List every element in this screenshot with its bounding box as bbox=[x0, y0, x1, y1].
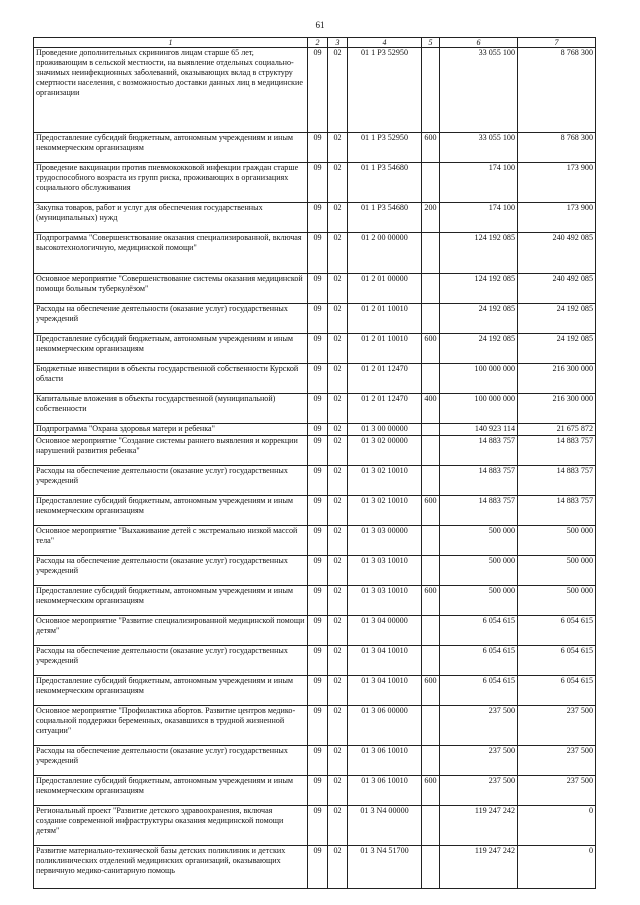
cell-amount-1: 33 055 100 bbox=[440, 48, 518, 133]
table-row bbox=[34, 846, 596, 889]
table-row bbox=[34, 496, 596, 526]
cell-amount-2: 6 054 615 bbox=[518, 646, 596, 676]
cell-target-code: 01 3 03 10010 bbox=[348, 586, 422, 616]
cell-amount-1: 24 192 085 bbox=[440, 334, 518, 364]
cell-amount-1: 237 500 bbox=[440, 706, 518, 746]
table-row bbox=[34, 526, 596, 556]
table-header-row bbox=[34, 38, 596, 48]
cell-name: Расходы на обеспечение деятельности (оказание услуг) государственных учреждений bbox=[34, 556, 308, 586]
table-row bbox=[34, 203, 596, 233]
table-row bbox=[34, 646, 596, 676]
cell-expense-type bbox=[422, 48, 440, 133]
cell-section: 09 bbox=[308, 233, 328, 274]
cell-target-code: 01 3 04 10010 bbox=[348, 676, 422, 706]
cell-amount-2: 21 675 872 bbox=[518, 424, 596, 436]
cell-target-code: 01 2 01 00000 bbox=[348, 274, 422, 304]
cell-amount-1: 140 923 114 bbox=[440, 424, 518, 436]
cell-expense-type: 600 bbox=[422, 133, 440, 163]
cell-section: 09 bbox=[308, 676, 328, 706]
header-col-4: 4 bbox=[348, 38, 422, 48]
table-row bbox=[34, 746, 596, 776]
cell-amount-1: 14 883 757 bbox=[440, 436, 518, 466]
cell-target-code: 01 1 Р3 54680 bbox=[348, 203, 422, 233]
cell-amount-2: 237 500 bbox=[518, 746, 596, 776]
cell-amount-2: 8 768 300 bbox=[518, 48, 596, 133]
cell-amount-1: 119 247 242 bbox=[440, 806, 518, 846]
cell-expense-type bbox=[422, 233, 440, 274]
cell-expense-type bbox=[422, 556, 440, 586]
cell-name: Бюджетные инвестиции в объекты государственной собственности Курской области bbox=[34, 364, 308, 394]
cell-expense-type bbox=[422, 706, 440, 746]
cell-subsection: 02 bbox=[328, 746, 348, 776]
cell-amount-1: 237 500 bbox=[440, 776, 518, 806]
cell-expense-type bbox=[422, 846, 440, 889]
cell-subsection: 02 bbox=[328, 846, 348, 889]
cell-expense-type bbox=[422, 163, 440, 203]
cell-amount-2: 237 500 bbox=[518, 706, 596, 746]
table-row bbox=[34, 806, 596, 846]
budget-table bbox=[33, 37, 596, 889]
table-row bbox=[34, 436, 596, 466]
cell-subsection: 02 bbox=[328, 274, 348, 304]
cell-expense-type bbox=[422, 436, 440, 466]
table-row bbox=[34, 586, 596, 616]
cell-name: Региональный проект "Развитие детского здравоохранения, включая создание современной инфраструктуры оказания медицинской помощи детям" bbox=[34, 806, 308, 846]
cell-amount-2: 14 883 757 bbox=[518, 436, 596, 466]
cell-subsection: 02 bbox=[328, 616, 348, 646]
header-col-7: 7 bbox=[518, 38, 596, 48]
cell-section: 09 bbox=[308, 646, 328, 676]
cell-amount-1: 237 500 bbox=[440, 746, 518, 776]
cell-expense-type bbox=[422, 806, 440, 846]
cell-amount-1: 500 000 bbox=[440, 556, 518, 586]
cell-name: Расходы на обеспечение деятельности (оказание услуг) государственных учреждений bbox=[34, 466, 308, 496]
cell-expense-type bbox=[422, 274, 440, 304]
cell-amount-1: 124 192 085 bbox=[440, 233, 518, 274]
cell-amount-2: 500 000 bbox=[518, 526, 596, 556]
cell-name: Расходы на обеспечение деятельности (оказание услуг) государственных учреждений bbox=[34, 304, 308, 334]
cell-name: Развитие материально-технической базы детских поликлиник и детских поликлинических отделений медицинских организаций, оказывающих первичную медико-санитарную помощь bbox=[34, 846, 308, 889]
header-col-2: 2 bbox=[308, 38, 328, 48]
cell-name: Проведение вакцинации против пневмококковой инфекции граждан старше трудоспособного возраста из групп риска, проживающих в организациях социального обслуживания bbox=[34, 163, 308, 203]
cell-subsection: 02 bbox=[328, 233, 348, 274]
cell-amount-1: 119 247 242 bbox=[440, 846, 518, 889]
cell-name: Закупка товаров, работ и услуг для обеспечения государственных (муниципальных) нужд bbox=[34, 203, 308, 233]
cell-subsection: 02 bbox=[328, 806, 348, 846]
cell-section: 09 bbox=[308, 334, 328, 364]
cell-expense-type bbox=[422, 746, 440, 776]
cell-target-code: 01 3 N4 51700 bbox=[348, 846, 422, 889]
cell-amount-2: 216 300 000 bbox=[518, 364, 596, 394]
cell-amount-2: 500 000 bbox=[518, 586, 596, 616]
cell-section: 09 bbox=[308, 586, 328, 616]
table-row bbox=[34, 676, 596, 706]
cell-amount-1: 100 000 000 bbox=[440, 394, 518, 424]
cell-section: 09 bbox=[308, 466, 328, 496]
cell-subsection: 02 bbox=[328, 646, 348, 676]
cell-amount-1: 6 054 615 bbox=[440, 616, 518, 646]
cell-amount-2: 0 bbox=[518, 806, 596, 846]
table-row bbox=[34, 48, 596, 133]
cell-target-code: 01 3 02 10010 bbox=[348, 466, 422, 496]
cell-expense-type: 400 bbox=[422, 394, 440, 424]
cell-amount-2: 240 492 085 bbox=[518, 274, 596, 304]
cell-target-code: 01 3 04 10010 bbox=[348, 646, 422, 676]
cell-subsection: 02 bbox=[328, 776, 348, 806]
cell-subsection: 02 bbox=[328, 586, 348, 616]
cell-section: 09 bbox=[308, 706, 328, 746]
cell-subsection: 02 bbox=[328, 676, 348, 706]
cell-target-code: 01 2 01 10010 bbox=[348, 304, 422, 334]
cell-name: Основное мероприятие "Профилактика абортов. Развитие центров медико-социальной поддержки беременных, оказавшихся в трудной жизненной ситуации" bbox=[34, 706, 308, 746]
table-row bbox=[34, 233, 596, 274]
cell-section: 09 bbox=[308, 526, 328, 556]
cell-name: Предоставление субсидий бюджетным, автономным учреждениям и иным некоммерческим организациям bbox=[34, 776, 308, 806]
cell-target-code: 01 1 Р3 52950 bbox=[348, 48, 422, 133]
cell-subsection: 02 bbox=[328, 48, 348, 133]
cell-expense-type: 600 bbox=[422, 334, 440, 364]
cell-amount-1: 500 000 bbox=[440, 526, 518, 556]
table-row bbox=[34, 163, 596, 203]
cell-name: Расходы на обеспечение деятельности (оказание услуг) государственных учреждений bbox=[34, 746, 308, 776]
cell-amount-1: 33 055 100 bbox=[440, 133, 518, 163]
cell-expense-type bbox=[422, 646, 440, 676]
cell-amount-2: 216 300 000 bbox=[518, 394, 596, 424]
cell-name: Предоставление субсидий бюджетным, автономным учреждениям и иным некоммерческим организациям bbox=[34, 676, 308, 706]
cell-amount-2: 6 054 615 bbox=[518, 616, 596, 646]
cell-target-code: 01 3 N4 00000 bbox=[348, 806, 422, 846]
cell-target-code: 01 3 04 00000 bbox=[348, 616, 422, 646]
cell-expense-type bbox=[422, 304, 440, 334]
cell-section: 09 bbox=[308, 436, 328, 466]
cell-subsection: 02 bbox=[328, 394, 348, 424]
cell-name: Предоставление субсидий бюджетным, автономным учреждениям и иным некоммерческим организациям bbox=[34, 496, 308, 526]
table-row bbox=[34, 556, 596, 586]
cell-amount-2: 6 054 615 bbox=[518, 676, 596, 706]
table-row bbox=[34, 334, 596, 364]
header-col-3: 3 bbox=[328, 38, 348, 48]
cell-subsection: 02 bbox=[328, 133, 348, 163]
cell-subsection: 02 bbox=[328, 526, 348, 556]
cell-section: 09 bbox=[308, 163, 328, 203]
cell-amount-1: 500 000 bbox=[440, 586, 518, 616]
table-row bbox=[34, 466, 596, 496]
cell-target-code: 01 3 02 00000 bbox=[348, 436, 422, 466]
cell-subsection: 02 bbox=[328, 496, 348, 526]
cell-amount-1: 6 054 615 bbox=[440, 676, 518, 706]
cell-expense-type bbox=[422, 616, 440, 646]
cell-name: Основное мероприятие "Выхаживание детей с экстремально низкой массой тела" bbox=[34, 526, 308, 556]
cell-subsection: 02 bbox=[328, 424, 348, 436]
cell-target-code: 01 2 01 12470 bbox=[348, 364, 422, 394]
cell-name: Основное мероприятие "Совершенствование системы оказания медицинской помощи больным туберкулёзом" bbox=[34, 274, 308, 304]
cell-name: Предоставление субсидий бюджетным, автономным учреждениям и иным некоммерческим организациям bbox=[34, 133, 308, 163]
cell-section: 09 bbox=[308, 424, 328, 436]
cell-name: Капитальные вложения в объекты государственной (муниципальной) собственности bbox=[34, 394, 308, 424]
cell-section: 09 bbox=[308, 364, 328, 394]
cell-amount-1: 100 000 000 bbox=[440, 364, 518, 394]
header-col-6: 6 bbox=[440, 38, 518, 48]
cell-name: Подпрограмма "Совершенствование оказания специализированной, включая высокотехнологичную, медицинской помощи" bbox=[34, 233, 308, 274]
cell-section: 09 bbox=[308, 616, 328, 646]
table-row bbox=[34, 616, 596, 646]
cell-expense-type bbox=[422, 364, 440, 394]
cell-section: 09 bbox=[308, 48, 328, 133]
cell-subsection: 02 bbox=[328, 163, 348, 203]
cell-section: 09 bbox=[308, 556, 328, 586]
cell-subsection: 02 bbox=[328, 706, 348, 746]
cell-section: 09 bbox=[308, 274, 328, 304]
cell-subsection: 02 bbox=[328, 334, 348, 364]
cell-amount-1: 6 054 615 bbox=[440, 646, 518, 676]
cell-expense-type: 600 bbox=[422, 776, 440, 806]
cell-amount-2: 240 492 085 bbox=[518, 233, 596, 274]
cell-subsection: 02 bbox=[328, 466, 348, 496]
cell-amount-2: 173 900 bbox=[518, 203, 596, 233]
cell-name: Предоставление субсидий бюджетным, автономным учреждениям и иным некоммерческим организациям bbox=[34, 334, 308, 364]
cell-target-code: 01 2 01 12470 bbox=[348, 394, 422, 424]
cell-amount-2: 8 768 300 bbox=[518, 133, 596, 163]
table-row bbox=[34, 133, 596, 163]
cell-amount-2: 24 192 085 bbox=[518, 334, 596, 364]
cell-amount-1: 174 100 bbox=[440, 163, 518, 203]
cell-target-code: 01 3 02 10010 bbox=[348, 496, 422, 526]
cell-target-code: 01 3 06 10010 bbox=[348, 746, 422, 776]
cell-expense-type bbox=[422, 466, 440, 496]
cell-target-code: 01 2 01 10010 bbox=[348, 334, 422, 364]
cell-target-code: 01 2 00 00000 bbox=[348, 233, 422, 274]
table-row bbox=[34, 776, 596, 806]
cell-section: 09 bbox=[308, 496, 328, 526]
cell-name: Основное мероприятие "Развитие специализированной медицинской помощи детям" bbox=[34, 616, 308, 646]
header-col-1: 1 bbox=[34, 38, 308, 48]
cell-section: 09 bbox=[308, 806, 328, 846]
cell-amount-1: 14 883 757 bbox=[440, 496, 518, 526]
cell-amount-1: 124 192 085 bbox=[440, 274, 518, 304]
cell-subsection: 02 bbox=[328, 436, 348, 466]
cell-target-code: 01 1 Р3 52950 bbox=[348, 133, 422, 163]
cell-subsection: 02 bbox=[328, 364, 348, 394]
cell-section: 09 bbox=[308, 776, 328, 806]
cell-section: 09 bbox=[308, 394, 328, 424]
cell-target-code: 01 1 Р3 54680 bbox=[348, 163, 422, 203]
table-row bbox=[34, 424, 596, 436]
cell-name: Основное мероприятие "Создание системы раннего выявления и коррекции нарушений развития ребенка" bbox=[34, 436, 308, 466]
cell-subsection: 02 bbox=[328, 203, 348, 233]
table-body bbox=[34, 48, 596, 889]
cell-expense-type bbox=[422, 424, 440, 436]
cell-target-code: 01 3 06 00000 bbox=[348, 706, 422, 746]
cell-subsection: 02 bbox=[328, 304, 348, 334]
table-row bbox=[34, 304, 596, 334]
cell-section: 09 bbox=[308, 203, 328, 233]
cell-amount-2: 14 883 757 bbox=[518, 466, 596, 496]
cell-expense-type: 200 bbox=[422, 203, 440, 233]
cell-amount-2: 237 500 bbox=[518, 776, 596, 806]
cell-amount-1: 174 100 bbox=[440, 203, 518, 233]
cell-section: 09 bbox=[308, 846, 328, 889]
cell-amount-2: 500 000 bbox=[518, 556, 596, 586]
table-row bbox=[34, 394, 596, 424]
cell-name: Расходы на обеспечение деятельности (оказание услуг) государственных учреждений bbox=[34, 646, 308, 676]
cell-name: Предоставление субсидий бюджетным, автономным учреждениям и иным некоммерческим организациям bbox=[34, 586, 308, 616]
cell-expense-type: 600 bbox=[422, 676, 440, 706]
table-row bbox=[34, 706, 596, 746]
cell-section: 09 bbox=[308, 304, 328, 334]
cell-expense-type bbox=[422, 526, 440, 556]
cell-section: 09 bbox=[308, 746, 328, 776]
cell-name: Подпрограмма "Охрана здоровья матери и ребенка" bbox=[34, 424, 308, 436]
cell-amount-1: 14 883 757 bbox=[440, 466, 518, 496]
cell-expense-type: 600 bbox=[422, 586, 440, 616]
cell-target-code: 01 3 00 00000 bbox=[348, 424, 422, 436]
cell-target-code: 01 3 06 10010 bbox=[348, 776, 422, 806]
cell-target-code: 01 3 03 00000 bbox=[348, 526, 422, 556]
cell-amount-2: 14 883 757 bbox=[518, 496, 596, 526]
table-row bbox=[34, 274, 596, 304]
table-row bbox=[34, 364, 596, 394]
header-col-5: 5 bbox=[422, 38, 440, 48]
page-number: 61 bbox=[315, 20, 325, 30]
cell-amount-2: 24 192 085 bbox=[518, 304, 596, 334]
cell-amount-2: 173 900 bbox=[518, 163, 596, 203]
cell-amount-2: 0 bbox=[518, 846, 596, 889]
cell-target-code: 01 3 03 10010 bbox=[348, 556, 422, 586]
cell-name: Проведение дополнительных скринингов лицам старше 65 лет, проживающим в сельской местности, на выявление отдельных социально-значимых неинфекционных заболеваний, оказывающих вклад в структуру смертности населения, с возможностью доставки данных лиц в медицинские организации bbox=[34, 48, 308, 133]
cell-section: 09 bbox=[308, 133, 328, 163]
cell-amount-1: 24 192 085 bbox=[440, 304, 518, 334]
cell-expense-type: 600 bbox=[422, 496, 440, 526]
cell-subsection: 02 bbox=[328, 556, 348, 586]
